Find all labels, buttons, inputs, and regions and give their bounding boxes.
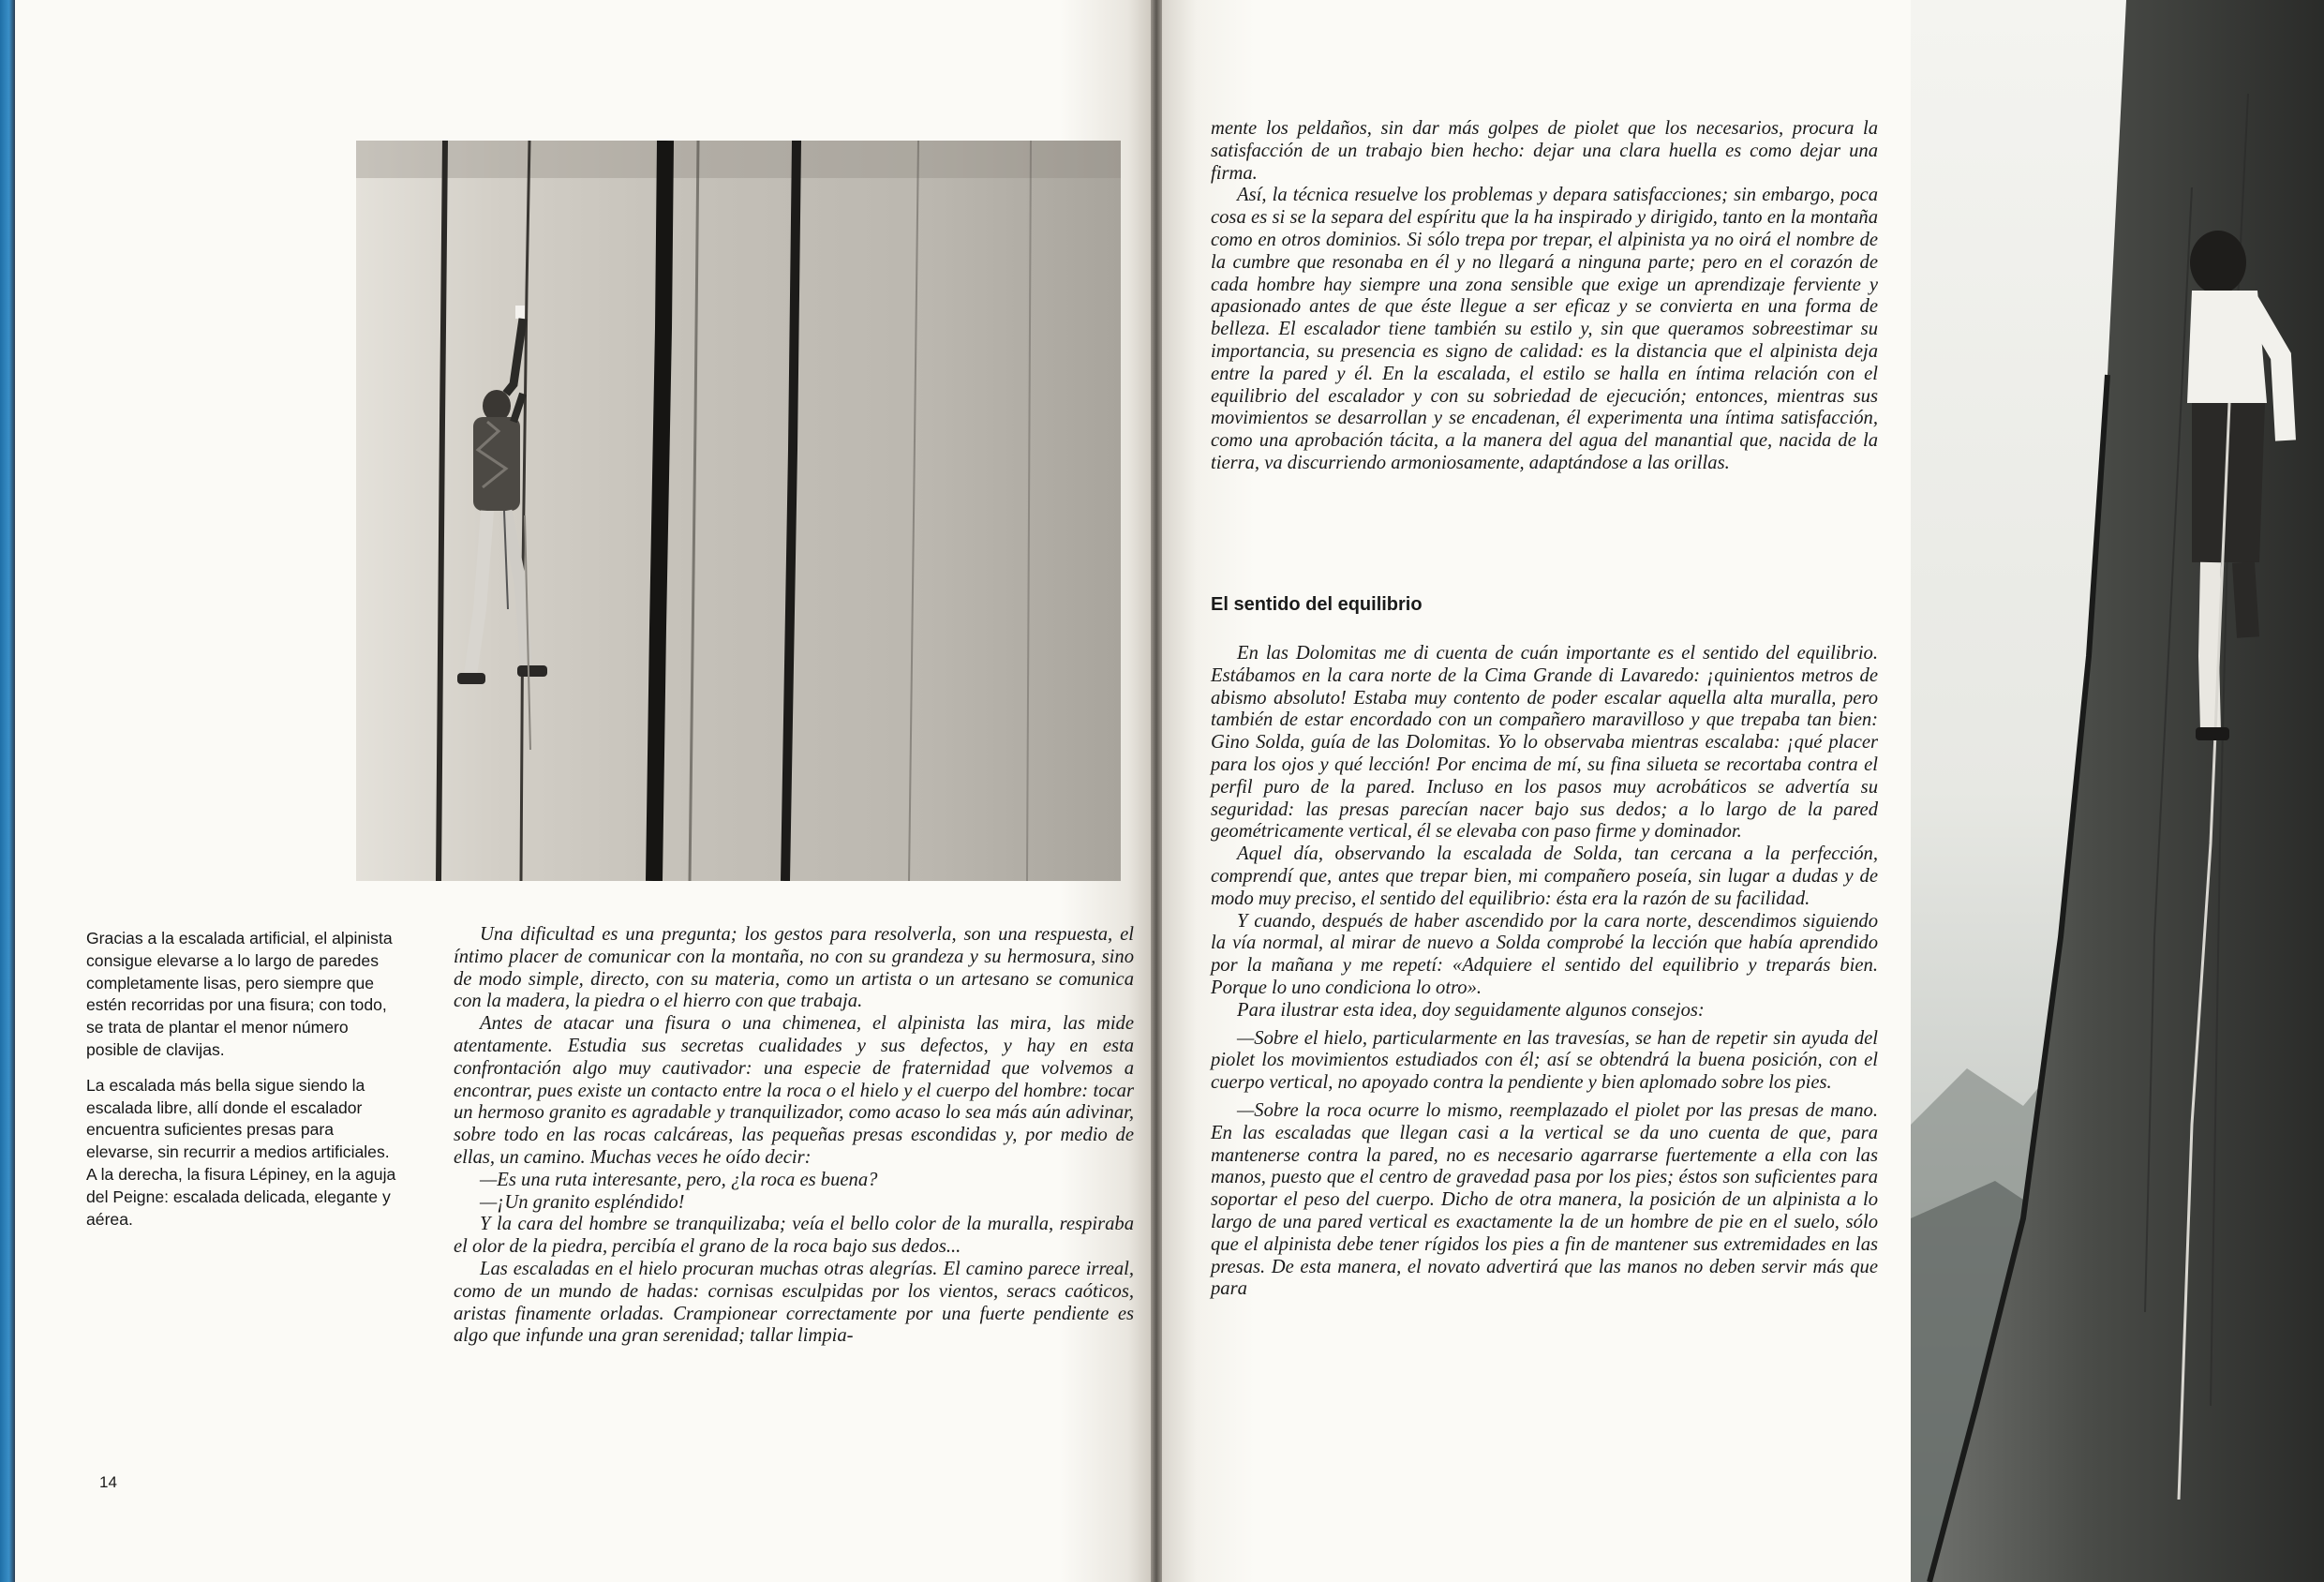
page-number: 14	[99, 1473, 117, 1491]
advice-paragraph: —Sobre el hielo, particularmente en las travesías, se han de repetir sin ayuda del piolet los movimientos estudiados con él; así se obtendrá la buena posición, con el cuerpo vertical, no apoyado contra la pendiente y bien aplomado sobre los pies.	[1211, 1027, 1878, 1094]
caption-paragraph: Gracias a la escalada artificial, el alpinista consigue elevarse a lo largo de paredes completamente lisas, pero siempre que estén recorridas por una fisura; con todo, se trata de plantar el menor número posible de clavijas.	[86, 929, 393, 1059]
right-body-text-bottom	[1211, 643, 1878, 1301]
paragraph: Así, la técnica resuelve los problemas y depara satisfacciones; sin embargo, poca cosa es si se la separa del espíritu que la ha inspirado y dirigido, tanto en la montaña como en otros dominios. Si sólo trepa por trepar, el alpinista ya no oirá el nombre de la cumbre que resonaba en él y no llegará a ninguna parte; pero en el corazón de cada hombre hay siempre una zona sensible que exige un aprendizaje ferviente y apasionado antes de que éste llegue a ser eficaz y se convierta en una forma de belleza. El escalador tiene también su estilo y, sin que queramos sobreestimar su importancia, su presencia es signo de calidad: es la distancia que el alpinista deja entre la pared y él. En la escalada, el estilo se halla en íntima relación con el equilibrio del escalador y con su sobriedad de ejecución; entonces, mientras sus movimientos se desarrollan y se encadenan, él experimenta una íntima satisfacción, como una aprobación tácita, a la manera del agua del manantial que, nacida de la tierra, va discurriendo armoniosamente, adaptándose a las orillas.	[1211, 185, 1878, 473]
paragraph: Y la cara del hombre se tranquilizaba; veía el bello color de la muralla, respiraba el olor de la piedra, percibía el grano de la roca bajo sus dedos...	[454, 1214, 1134, 1258]
left-body-text	[454, 924, 1134, 1348]
section-heading: El sentido del equilibrio	[1211, 594, 1423, 615]
paragraph: Aquel día, observando la escalada de Solda, tan cercana a la perfección, comprendí que, antes que trepar bien, mi compañero poseía, sin lugar a dudas y de modo muy preciso, el sentido del equilibrio: ésta era la razón de su facilidad.	[1211, 843, 1878, 909]
paragraph: Para ilustrar esta idea, doy seguidamente algunos consejos:	[1237, 999, 1705, 1021]
caption-paragraph: La escalada más bella sigue siendo la escalada libre, allí donde el escalador encuentra suficientes presas para elevarse, sin recurrir a medios artificiales. A la derecha, la fisura Lépiney, en la aguja del Peigne: escalada delicada, elegante y aérea.	[86, 1075, 396, 1229]
book-gutter	[1151, 0, 1162, 1582]
photo-rock-arete	[1911, 0, 2324, 1582]
photo-caption	[86, 928, 403, 1244]
paragraph: mente los peldaños, sin dar más golpes de piolet que los necesarios, procura la satisfacción de un trabajo bien hecho: dejar una clara huella es como dejar una firma.	[1211, 118, 1878, 184]
left-page	[15, 0, 1151, 1582]
paragraph: Las escaladas en el hielo procuran muchas otras alegrías. El camino parece irreal, como de un mundo de hadas: cornisas esculpidas por los vientos, seracs caóticos, aristas finamente orladas. Crampionear correctamente por una fuerte pendiente es algo que infunde una gran serenidad; tallar limpia-	[454, 1258, 1134, 1347]
photo-granite-wall	[356, 141, 1121, 881]
book-edge	[0, 0, 15, 1582]
paragraph: En las Dolomitas me di cuenta de cuán importante es el sentido del equilibrio. Estábamos en la cara norte de la Cima Grande di Lavaredo: ¡quinientos metros de abismo absoluto! Estaba muy contento de poder escalar aquella alta muralla, pero también de estar encordado con un compañero maravilloso y que trepaba tan bien: Gino Solda, guía de las Dolomitas. Yo lo observaba mientras escalaba: ¡qué placer para los ojos y qué lección! Por encima de mí, su fina silueta se recortaba contra el perfil puro de la pared. Incluso en los pasos muy acrobáticos se advertía su seguridad: las presas parecían nacer bajo sus dedos; a lo largo de la pared geométricamente vertical, él se elevaba con paso firme y dominador.	[1211, 643, 1878, 843]
dialogue-line: —¡Un granito espléndido!	[480, 1191, 685, 1213]
paragraph: Una dificultad es una pregunta; los gestos para resolverla, son una respuesta, el íntimo placer de comunicar con la montaña, no con su grandeza y su hermosura, sino de modo simple, directo, con su materia, como un artista o un artesano se comunica con la madera, la piedra o el hierro con que trabaja.	[454, 924, 1134, 1012]
right-body-text-top	[1211, 118, 1878, 475]
dialogue-line: —Es una ruta interesante, pero, ¿la roca es buena?	[480, 1169, 878, 1190]
paragraph: Y cuando, después de haber ascendido por la cara norte, descendimos siguiendo la vía normal, al mirar de nuevo a Solda comprobé la lección que había aprendido por la mañana y me repetí: «Adquiere el sentido del equilibrio y treparás bien. Porque lo uno condiciona lo otro».	[1211, 910, 1878, 998]
right-page	[1162, 0, 2324, 1582]
climber-arete-photo	[1911, 0, 2324, 1582]
advice-paragraph: —Sobre la roca ocurre lo mismo, reemplazado el piolet por las presas de mano. En las escaladas que llegan casi a la vertical se da uno cuenta de que, para mantenerse contra la pared, no es necesario agarrarse fuertemente a ella con las manos, puesto que el centro de gravedad pasa por los pies; éstos son suficientes para soportar el peso del cuerpo. Dicho de otra manera, la posición de un alpinista a lo largo de una pared vertical es exactamente la de un hombre de pie en el suelo, sólo que el alpinista debe tener rígidos los pies a fin de mantener sus extremidades en las presas. De esta manera, el novato advertirá que las manos no deben servir más que para	[1211, 1099, 1878, 1300]
paragraph: Antes de atacar una fisura o una chimenea, el alpinista las mira, las mide atentamente. Estudia sus secretas cualidades y sus defectos, y hay en esta confrontación algo muy cautivador: una especie de fraternidad que volvemos a encontrar, pues existe un contacto entre la roca o el hielo y el cuerpo del hombre: tocar un hermoso granito es agradable y tranquilizador, como acaso lo sea más aún adivinar, sobre todo en las rocas calcáreas, las pequeñas presas escondidas y, por medio de ellas, un camino. Muchas veces he oído decir:	[454, 1013, 1134, 1168]
climber-crack-photo	[356, 141, 1121, 881]
